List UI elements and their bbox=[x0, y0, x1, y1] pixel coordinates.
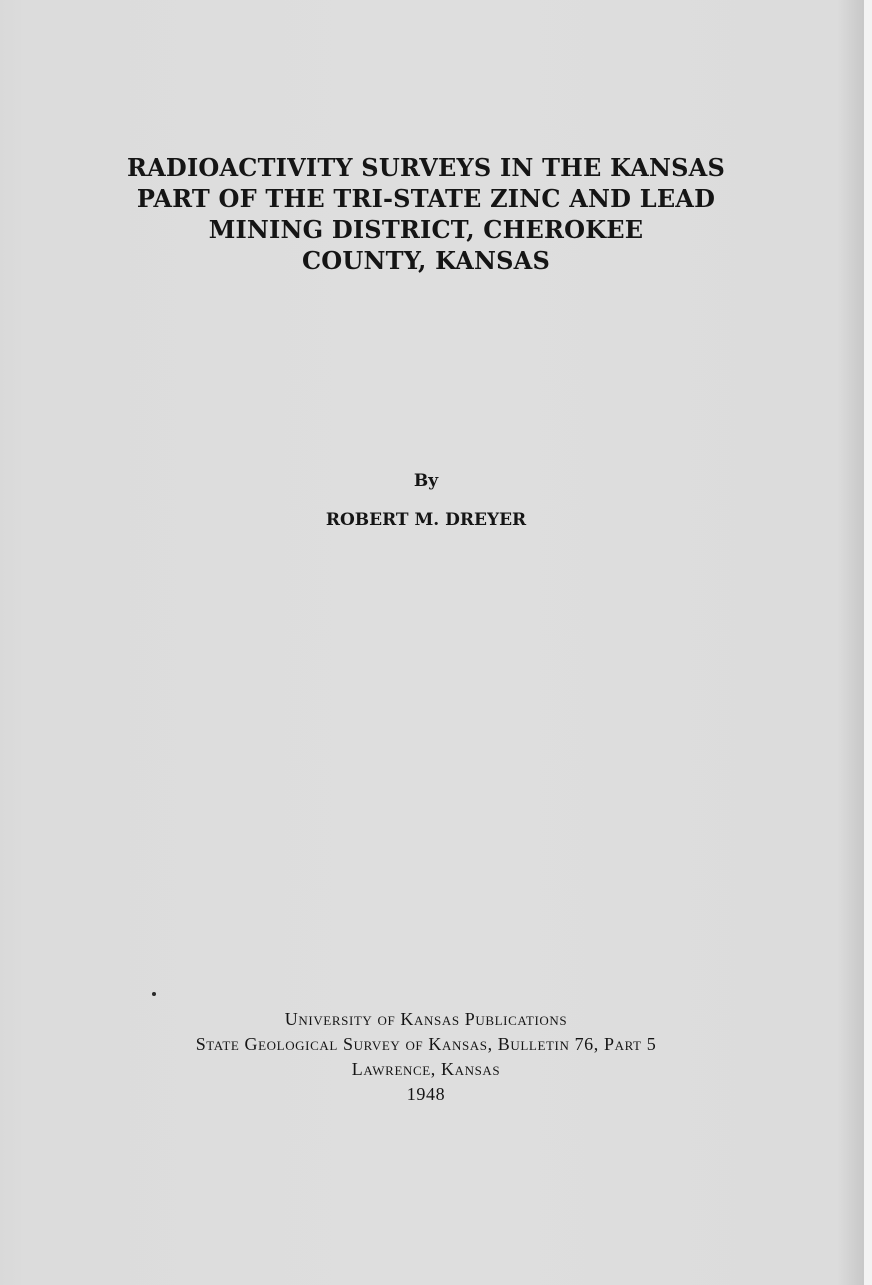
page-edge bbox=[864, 0, 872, 1285]
title-line: COUNTY, KANSAS bbox=[301, 246, 550, 275]
by-label: By bbox=[413, 471, 439, 491]
year-line: 1948 bbox=[406, 1084, 446, 1104]
title-line: RADIOACTIVITY SURVEYS IN THE KANSAS bbox=[126, 153, 726, 182]
byline bbox=[0, 470, 852, 531]
title-line: PART OF THE TRI-STATE ZINC AND LEAD bbox=[136, 184, 716, 213]
series-line: State Geological Survey of Kansas, Bulletin 76, Part 5 bbox=[195, 1034, 657, 1054]
document-title bbox=[0, 152, 852, 276]
author-name: ROBERT M. DREYER bbox=[325, 510, 527, 530]
publisher-line: University of Kansas Publications bbox=[284, 1009, 568, 1029]
place-line: Lawrence, Kansas bbox=[351, 1059, 501, 1079]
title-line: MINING DISTRICT, CHEROKEE bbox=[208, 215, 644, 244]
ink-speck bbox=[152, 992, 156, 996]
imprint bbox=[0, 1007, 852, 1107]
